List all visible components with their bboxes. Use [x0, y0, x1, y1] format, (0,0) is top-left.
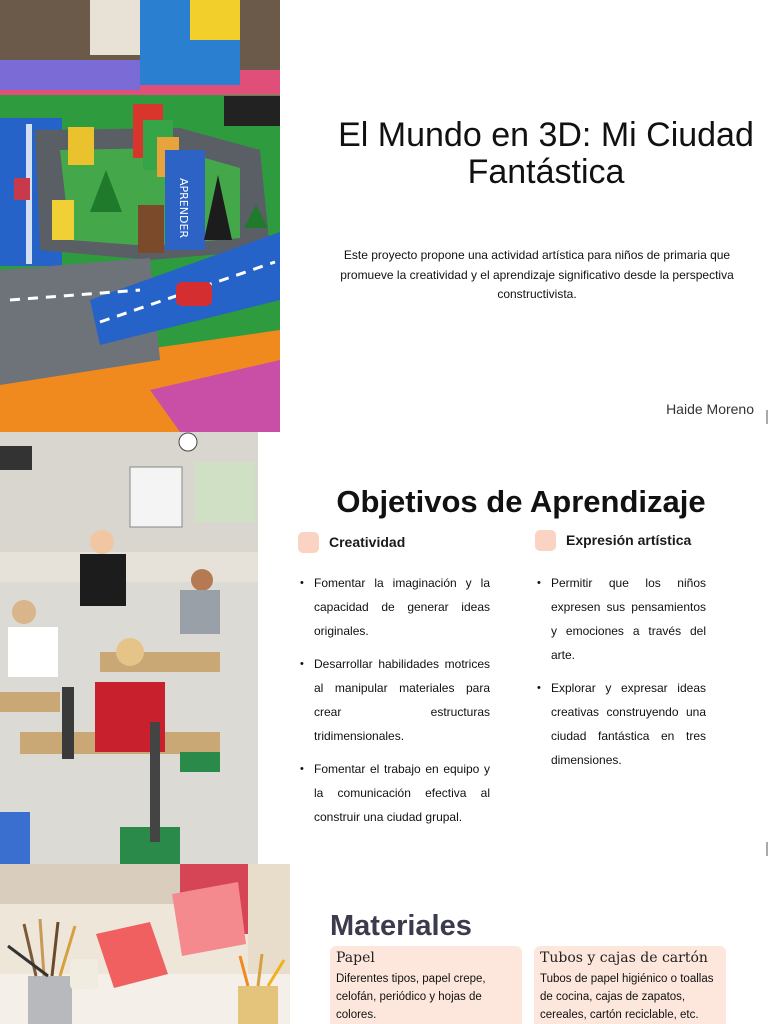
photo-building-text: APRENDER: [177, 178, 190, 239]
art-supplies-photo: [0, 864, 290, 1024]
classroom-illustration: [0, 432, 258, 864]
objective-column-expression: [535, 528, 706, 781]
slide-title: [0, 0, 768, 432]
presentation-title: El Mundo en 3D: Mi Ciudad Fantástica: [338, 115, 754, 191]
art-supplies-illustration: [0, 864, 290, 1024]
list-item: • Fomentar la imaginación y la capacidad de generar ideas originales.: [298, 571, 490, 643]
card-text: Diferentes tipos, papel crepe, celofán, periódico y hojas de colores.: [336, 973, 486, 1021]
slide-objectives: [0, 432, 768, 864]
author-name: Haide Moreno: [666, 401, 754, 417]
list-item: • Explorar y expresar ideas creativas construyendo una ciudad fantástica en tres dimensiones.: [535, 676, 706, 772]
objective-list: [298, 571, 490, 829]
materials-title: Materiales: [330, 910, 472, 943]
objective-column-creativity: [298, 530, 490, 838]
material-card-paper: [330, 946, 522, 1024]
presentation-description: Este proyecto propone una actividad artística para niños de primaria que promueve la creatividad y el aprendizaje significativo desde la perspectiva constructivista.: [340, 248, 734, 301]
slide-materials: [0, 864, 768, 1024]
toy-city-illustration: [0, 0, 280, 432]
accent-square-icon: [535, 530, 556, 551]
list-item: • Fomentar el trabajo en equipo y la comunicación efectiva al construir una ciudad grupal.: [298, 757, 490, 829]
card-text: Tubos de papel higiénico o toallas de cocina, cajas de zapatos, cereales, cartón reciclable, etc.: [540, 973, 714, 1021]
list-item: • Desarrollar habilidades motrices al manipular materiales para crear estructuras tridimensionales.: [298, 652, 490, 748]
classroom-photo: [0, 432, 258, 864]
card-title: Papel: [336, 950, 375, 966]
card-title: Tubos y cajas de cartón: [540, 950, 708, 966]
column-heading: Creatividad: [329, 534, 406, 550]
material-card-cardboard: [534, 946, 726, 1024]
objectives-title: Objetivos de Aprendizaje: [336, 483, 706, 519]
objective-list: [535, 571, 706, 772]
column-heading: Expresión artística: [566, 532, 692, 548]
accent-square-icon: [298, 532, 319, 553]
toy-city-photo: [0, 0, 280, 432]
list-item: • Permitir que los niños expresen sus pensamientos y emociones a través del arte.: [535, 571, 706, 667]
